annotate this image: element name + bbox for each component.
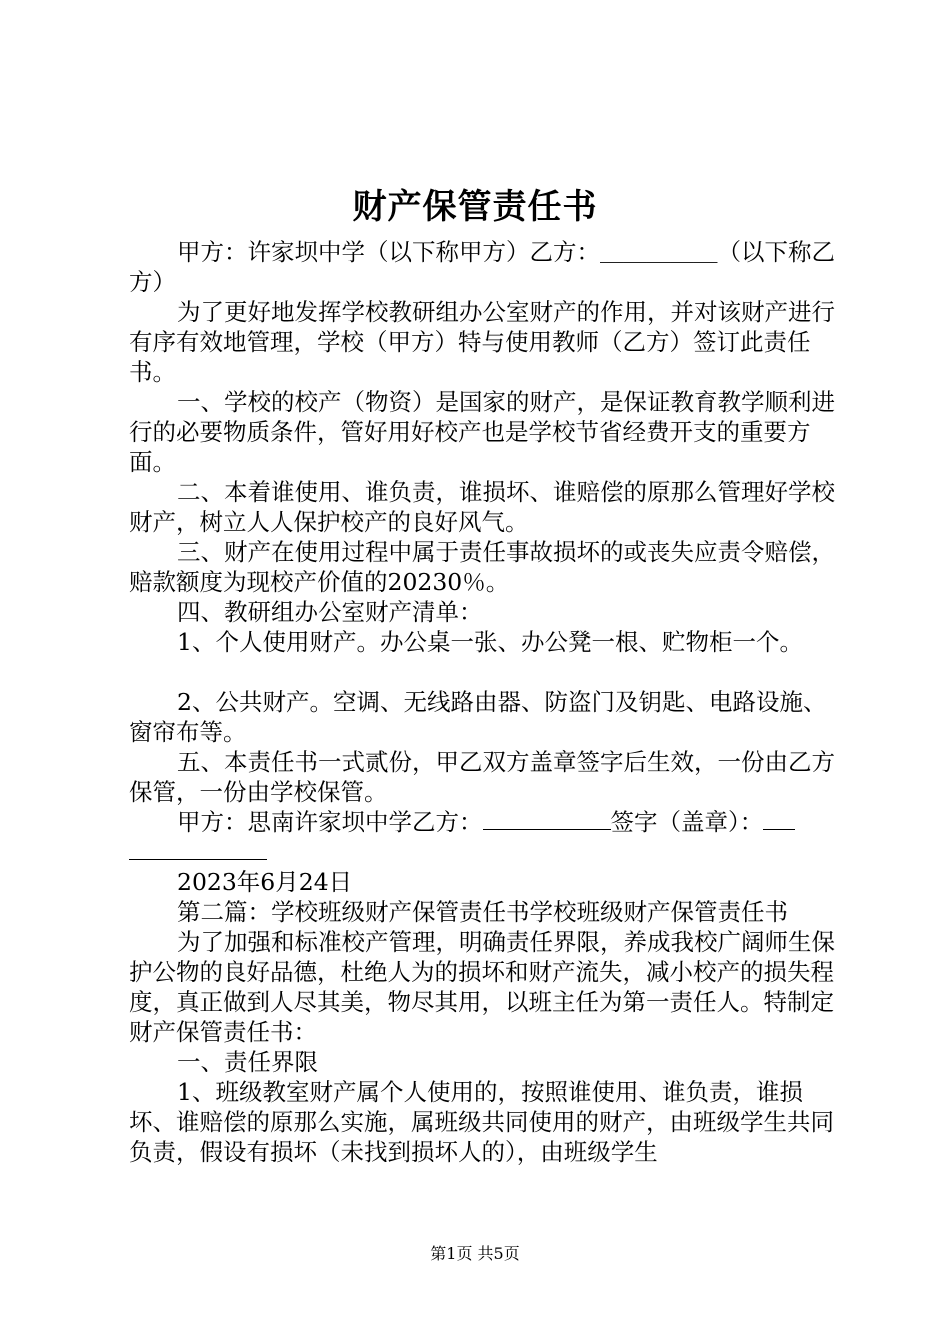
party-b-blank <box>483 829 611 830</box>
page-footer: 第1页 共5页 <box>430 1244 520 1263</box>
signature-label: 签字（盖章）： <box>610 808 764 836</box>
signature-line <box>129 807 849 837</box>
party-line: 甲方：许家坝中学（以下称甲方）乙方：＿＿＿＿＿（以下称乙方） <box>129 238 835 296</box>
property-list-item-2: 2、公共财产。空调、无线路由器、防盗门及钥匙、电路设施、窗帘布等。 <box>129 688 827 746</box>
property-list-item-1: 1、个人使用财产。办公桌一张、办公凳一根、贮物柜一个。 <box>177 628 803 656</box>
responsibility-clause-1: 1、班级教室财产属个人使用的，按照谁使用、谁负责，谁损坏、谁赔偿的原那么实施，属班级共同使用的财产，由班级学生共同负责，假设有损坏（未找到损坏人的），由班级学生 <box>129 1078 834 1166</box>
preamble-paragraph: 为了更好地发挥学校教研组办公室财产的作用，并对该财产进行有序有效地管理，学校（甲方）特与使用教师（乙方）签订此责任书。 <box>129 298 835 386</box>
second-part-heading: 第二篇：学校班级财产保管责任书学校班级财产保管责任书 <box>177 898 788 926</box>
spacer <box>129 657 849 687</box>
signature-party-label: 甲方：思南许家坝中学乙方： <box>177 808 483 836</box>
clause-5: 五、本责任书一式贰份，甲乙双方盖章签字后生效，一份由乙方保管，一份由学校保管。 <box>129 748 835 806</box>
clause-1: 一、学校的校产（物资）是国家的财产，是保证教育教学顺利进行的必要物质条件，管好用好校产也是学校节省经费开支的重要方面。 <box>129 388 835 476</box>
signature-blank-end <box>129 859 267 860</box>
document-title: 财产保管责任书 <box>352 187 598 227</box>
second-part-preamble: 为了加强和标准校产管理，明确责任界限，养成我校广阔师生保护公物的良好品德，杜绝人为的损坏和财产流失，减小校产的损失程度，真正做到人尽其美，物尽其用，以班主任为第一责任人。特制定财产保管责任书： <box>129 928 835 1046</box>
clause-3: 三、财产在使用过程中属于责任事故损坏的或丧失应责令赔偿，赔款额度为现校产价值的20230％。 <box>129 538 835 596</box>
document-date: 2023年6月24日 <box>177 868 353 896</box>
clause-2: 二、本着谁使用、谁负责，谁损坏、谁赔偿的原那么管理好学校财产，树立人人保护校产的良好风气。 <box>129 478 835 536</box>
signature-blank-continued <box>129 837 849 867</box>
clause-4: 四、教研组办公室财产清单： <box>177 598 483 626</box>
document-body <box>129 237 849 1167</box>
signature-blank-start <box>763 829 795 830</box>
section-heading-responsibility: 一、责任界限 <box>177 1048 318 1076</box>
